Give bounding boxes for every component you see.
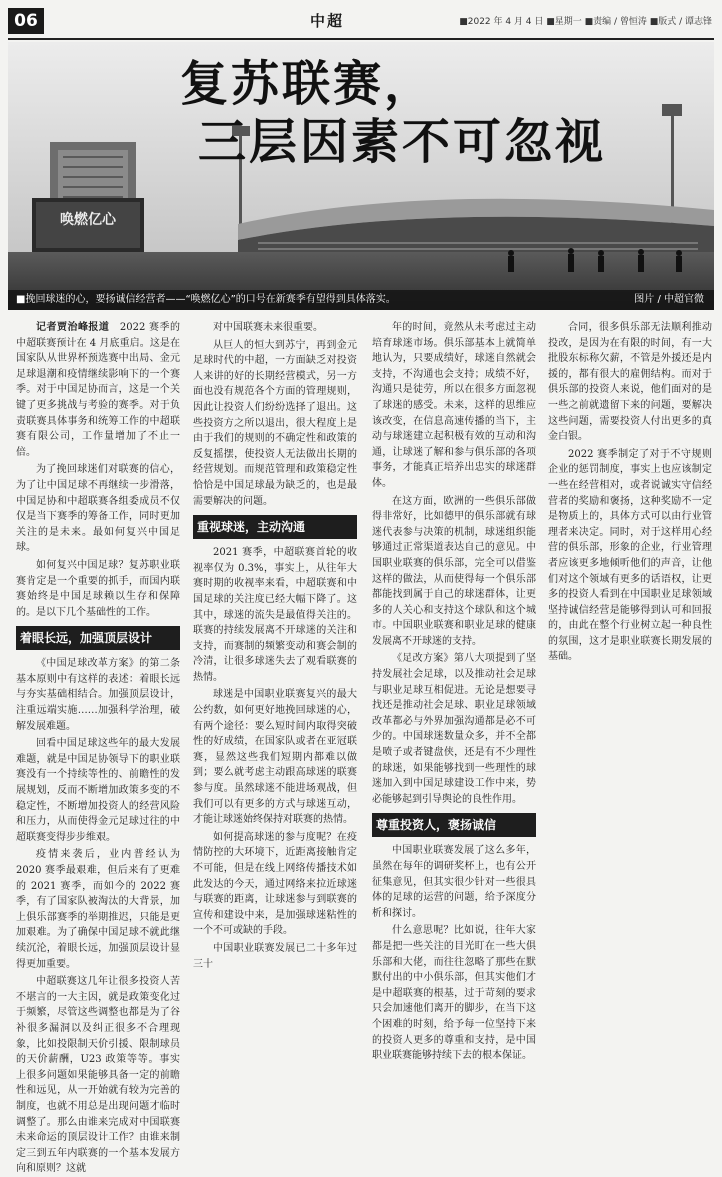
article-column-3 bbox=[372, 320, 536, 1062]
paragraph: 从巨人的恒大到苏宁，再到金元足球时代的中超，一方面缺乏对投资人来讲的好的长期经营模式，另一方面也没有规范各个方面的管理规则，因此让投资人们纷纷选择了退出。这些投资方之所以退出，很大程度上是由于我们的规则的不确定性和政策的反复摇摆，使投资人无法做出长期的经营规划。而规范管理和政策稳定性恰恰是中国足球最为缺乏的，也是最需要解决的问题。 bbox=[193, 339, 357, 507]
paragraph: 2022 赛季制定了对于不守规则企业的惩罚制度，事实上也应该制定一些在经营相对，或者说诚实守信经营者的奖励和褒扬，这种奖励不一定是物质上的，具体方式可以由行业管理者来决定。同时，对于这样用心经营的俱乐部，形象的企业，行业管理者应该更多地倾听他们的声音，让他们对这个领域有更多的话语权，让更多的投资人看到在中国职业足球领域坚持诚信经营是能够得到认可和回报的，由此在整个行业树立起一种良性的氛围，这才是职业联赛长期发展的基础。 bbox=[548, 448, 712, 663]
paragraph bbox=[16, 320, 180, 460]
paragraph: 中超联赛这几年让很多投资人苦不堪言的一大主因，就是政策变化过于频繁，尽管这些调整也都是为了谷补很多漏洞以及纠正很多不合理现象，比如投限制天价引援、限制球员的天价薪酬，U23 政策等等。事实上很多问题如果能够具备一定的前瞻性和远见，从一开始就有较为完善的制度，也就不用总是出现问题才临时调整了。那么由谁来完成对中国联赛未来命运的顶层设计工作？由谁来制定三到五年内联赛的一个基本发展方向和原则？这就 bbox=[16, 976, 180, 1175]
header-rule bbox=[8, 38, 714, 40]
headline-line-1: 复苏联赛， bbox=[180, 56, 436, 112]
caption-text: ■挽回球迷的心，要扬诚信经营者——“唤燃亿心”的口号在新赛季有望得到具体落实。 bbox=[16, 294, 396, 305]
paragraph: 《足改方案》第八大项提到了坚持发展社会足球，以及推动社会足球与职业足球互相促进。无论是想要寻找还是推动社会足球、职业足球领域改革都必与外界加强沟通都是必不可少的。中国球迷数量众多，并不全都是喷子或者键盘侠，还是有不少理性的球迷，如果能够找到一些理性的球迷加入到中国足球建设工作中来，势必能够起到引导舆论的良性作用。 bbox=[372, 653, 536, 805]
byline: 记者贾治峰报道 bbox=[36, 322, 110, 333]
paragraph: 2021 赛季，中超联赛首轮的收视率仅为 0.3%，事实上，从往年大赛时期的收视率来看，中超联赛和中国足球的关注度已经大幅下降了。这其中，球迷的流失是最值得关注的。联赛的持续发展离不开球迷的关注和支持，而赛制的频繁变动和赛会制的冷清，让很多球迷失去了观看联赛的热情。 bbox=[193, 547, 357, 683]
paragraph: 对中国联赛未来很重要。 bbox=[213, 322, 323, 333]
article-column-1 bbox=[16, 320, 181, 1175]
paragraph: 《中国足球改革方案》的第二条基本原则中有这样的表述：着眼长远与夯实基础相结合。加强顶层设计，注重远端实施……加强科学治理，破解发展难题。 bbox=[16, 658, 180, 732]
paragraph: 为了挽回球迷们对联赛的信心，为了让中国足球不再继续一步滑落，中国足协和中超联赛各组委成员不仅仅是当下赛季的筹备工作，同时更加关注的是未来。最如何复兴中国足球。 bbox=[16, 464, 180, 554]
page-header bbox=[0, 0, 722, 40]
paragraph-text: 2022 赛季的中超联赛预计在 4 月底重启。这是在国家队从世界杯预选赛中出局、金元足球退潮和疫情继续影响下的一个赛季。对于中国足协而言，这是一个关键了更多挑战与考验的赛季。对于负责联赛具体事务和统筹工作的中超联赛有限公司，工作量增加了不止一倍。 bbox=[16, 322, 181, 458]
paragraph: 合同，很多俱乐部无法顺利推动投改，是因为在有限的时间，有一大批股东标称欠薪，不管是外援还是内援的，都有很大的雇佣结构。而对于俱乐部的投资人来说，他们面对的是一些之前就遗留下来的问题，要解决这些问题，需要投资人付出更多的真金白银。 bbox=[548, 322, 712, 443]
paragraph: 在这方面，欧洲的一些俱乐部做得非常好，比如德甲的俱乐部就有球迷代表参与决策的机制，球迷组织能够通过正常渠道表达自己的意见。中国职业联赛的俱乐部，完全可以借鉴这样的做法，从而使得每一个俱乐部都能找到属于自己的球迷群体，让更多的人关心和支持这个球队和这个城市。中国职业联赛和职业足球的健康发展离不开球迷的支持。 bbox=[372, 495, 536, 647]
paragraph: 如何提高球迷的参与度呢？在疫情防控的大环境下，近距离接触肯定不可能，但是在线上网络传播技术如此发达的今天，通过网络来拉近球迷与联赛的距离，让球迷参与到联赛的宣传和建设中来，是加强球迷粘性的一个不可或缺的手段。 bbox=[193, 831, 357, 937]
paragraph: 中国职业联赛发展已二十多年过三十 bbox=[193, 942, 357, 970]
paragraph: 球迷是中国职业联赛复兴的最大公约数，如何更好地挽回球迷的心，有两个途径：要么短时间内取得突破性的好成绩，在国家队或者在亚冠联赛，显然这些我们短期内都难以做到；要么就考虑主动跟高球迷的联赛参与度。虽然球迷不能进场观战，但我们可以有更多的方式与球迷互动，才能让球迷始终保持对联赛的热情。 bbox=[193, 689, 357, 826]
subhead-1: 着眼长远，加强顶层设计 bbox=[16, 626, 180, 650]
headline-line-2: 三层因素不可忽视 bbox=[198, 113, 607, 170]
article-column-2 bbox=[193, 320, 357, 974]
article-column-4 bbox=[548, 320, 712, 667]
paragraph: 年的时间，竟然从未考虑过主动培育球迷市场。俱乐部基本上就简单地认为，只要成绩好，球迷自然就会支持，不沟通也会支持；成绩不好，沟通只是徒劳，所以在很多方面忽视了球迷的感受。未来，这样的思维应该改变，在信息高速传播的当下，主动与球迷建立起积极有效的互动和沟通，让球迷了解和参与俱乐部的各项事务，才能真正培养出忠实的球迷群体。 bbox=[372, 322, 536, 489]
photo-credit: 图片 / 中超官微 bbox=[634, 294, 704, 305]
screen-slogan: 唤燃亿心 bbox=[60, 212, 116, 228]
paragraph: 中国职业联赛发展了这么多年，虽然在每年的调研奖杯上，也有公开征集意见，但其实很少针对一些很具体的足球的运营的问题，给予深度分析和探讨。 bbox=[372, 845, 536, 919]
subhead-3: 尊重投资人，褒扬诚信 bbox=[372, 813, 536, 837]
hero-photo bbox=[8, 42, 714, 310]
photo-caption bbox=[8, 290, 714, 310]
headline bbox=[180, 56, 606, 171]
subhead-2: 重视球迷，主动沟通 bbox=[193, 515, 357, 539]
issue-meta: ■2022 年 4 月 4 日 ■星期一 ■责编 / 曾恒涛 ■版式 / 谭志锋 bbox=[459, 17, 712, 27]
page-number: 06 bbox=[8, 8, 44, 34]
paragraph: 如何复兴中国足球？复苏职业联赛肯定是一个重要的抓手，而国内联赛始终是中国足球赖以生存和保障的。是以下几个基础性的工作。 bbox=[16, 559, 180, 618]
paragraph: 回看中国足球这些年的最大发展难题，就是中国足协领导下的职业联赛没有一个持续等性的、前瞻性的发展规划，反而不断增加政策多变的不稳定性，不断增加投资人的经营风险和压力，从而使得金元足球过往的中超联赛变得步步维艰。 bbox=[16, 738, 180, 843]
section-title: 中超 bbox=[310, 12, 345, 30]
paragraph: 疫情来袭后，业内普经认为 2020 赛季最艰难，但后来有了更难的 2021 赛季，而如今的 2022 赛季，有了国家队被淘汰的大背景，加上俱乐部赛季的举期推迟，只能是更加艰难。为了确保中国足球不就此继续沉沦，着眼长远，加强顶层设计显得更加重要。 bbox=[16, 849, 180, 970]
paragraph: 什么意思呢？比如说，往年大家都是把一些关注的目光盯在一些大俱乐部和大佬，而往往忽略了那些在默默付出的中小俱乐部，但其实他们才是中超联赛的根基，过于苛刻的要求只会加速他们离开的脚步，在当下这个困难的时刻，给予每一位坚持下来的投资人更多的尊重和支持，是中国职业联赛能够持续下去的根本保证。 bbox=[372, 925, 536, 1062]
